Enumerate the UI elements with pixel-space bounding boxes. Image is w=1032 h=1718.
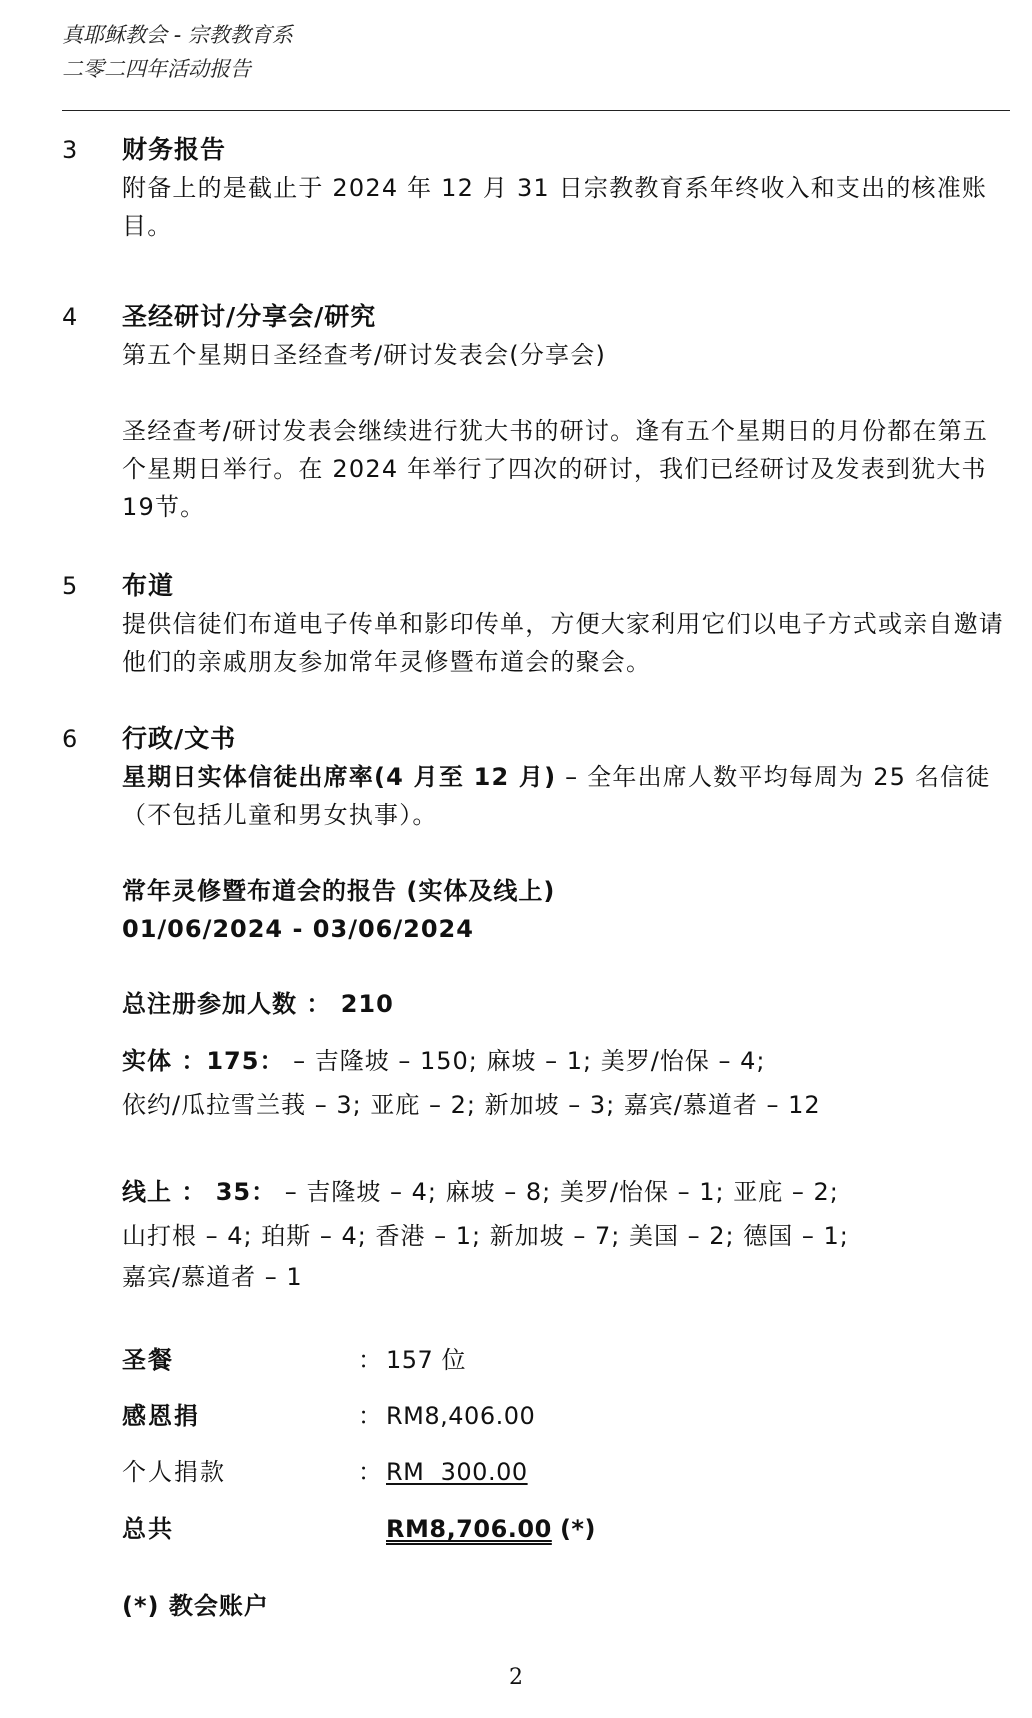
section-title: 圣经研讨/分享会/研究 xyxy=(122,302,377,331)
finance-row-thanksgiving xyxy=(122,1397,822,1435)
finance-value: RM8,406.00 xyxy=(386,1402,536,1430)
header-divider xyxy=(62,110,1010,111)
finance-label: 个人捐款 xyxy=(122,1458,226,1486)
header-report-title: 二零二四年活动报告 xyxy=(62,57,251,81)
attendance-text: – 全年出席人数平均每周为 25 名信徒（不包括儿童和男女执事）。 xyxy=(122,763,991,829)
retreat-total-registered: 总注册参加人数 ： 210 xyxy=(122,990,394,1018)
finance-colon: ： xyxy=(358,1402,382,1430)
section-paragraph: 附备上的是截止于 2024 年 12 月 31 日宗教教育系年终收入和支出的核准账目。 xyxy=(122,174,988,240)
attendance-label: 星期日实体信徒出席率(4 月至 12 月) xyxy=(122,763,557,791)
finance-label: 总共 xyxy=(122,1515,174,1543)
retreat-online-line1 xyxy=(122,1173,839,1211)
section-paragraph: 圣经查考/研讨发表会继续进行犹大书的研讨。逢有五个星期日的月份都在第五个星期日举行。在 2024 年举行了四次的研讨，我们已经研讨及发表到犹大书19节。 xyxy=(122,417,989,521)
footnote: (*) 教会账户 xyxy=(122,1592,269,1620)
finance-total xyxy=(386,1510,596,1548)
section-number: 4 xyxy=(62,303,78,331)
finance-row-communion xyxy=(122,1341,822,1379)
finance-label: 圣餐 xyxy=(122,1346,174,1374)
page-number: 2 xyxy=(509,1665,523,1690)
section-title: 财务报告 xyxy=(122,135,227,164)
finance-colon: ： xyxy=(358,1458,382,1486)
page-header xyxy=(62,18,293,86)
finance-label: 感恩捐 xyxy=(122,1402,200,1430)
section-number: 5 xyxy=(62,572,78,600)
finance-row-personal xyxy=(122,1453,822,1491)
finance-value: 157 位 xyxy=(386,1346,466,1374)
section-paragraph: 提供信徒们布道电子传单和影印传单，方便大家利用它们以电子方式或亲自邀请他们的亲戚朋友参加常年灵修暨布道会的聚会。 xyxy=(122,610,1004,676)
finance-total-note: (*) xyxy=(559,1515,596,1543)
attendance-paragraph xyxy=(122,758,1010,834)
retreat-online-line3: 嘉宾/慕道者 – 1 xyxy=(122,1263,303,1291)
section-title: 布道 xyxy=(122,571,175,600)
online-breakdown-1: – 吉隆坡 – 4; 麻坡 – 8; 美罗/怡保 – 1; 亚庇 – 2; xyxy=(284,1178,839,1206)
finance-colon: ： xyxy=(358,1346,382,1374)
retreat-dates: 01/06/2024 - 03/06/2024 xyxy=(122,915,474,943)
retreat-online-line2: 山打根 – 4; 珀斯 – 4; 香港 – 1; 新加坡 – 7; 美国 – 2; 德国 – 1; xyxy=(122,1222,849,1250)
physical-breakdown-1: – 吉隆坡 – 150; 麻坡 – 1; 美罗/怡保 – 4; xyxy=(293,1047,766,1075)
physical-label: 实体 ：175： xyxy=(122,1047,285,1075)
finance-value: RM 300.00 xyxy=(386,1458,528,1486)
section-number: 6 xyxy=(62,725,78,753)
retreat-title: 常年灵修暨布道会的报告 (实体及线上) xyxy=(122,877,556,905)
section-subtitle: 第五个星期日圣经查考/研讨发表会(分享会) xyxy=(122,341,607,369)
online-label: 线上 ： 35： xyxy=(122,1178,277,1206)
finance-row-total xyxy=(122,1510,822,1548)
header-org: 真耶稣教会 - 宗教教育系 xyxy=(62,23,293,47)
finance-total-value: RM8,706.00 xyxy=(386,1515,552,1543)
retreat-physical-line1 xyxy=(122,1042,765,1080)
section-number: 3 xyxy=(62,136,78,164)
retreat-physical-line2: 依约/瓜拉雪兰莪 – 3; 亚庇 – 2; 新加坡 – 3; 嘉宾/慕道者 – 12 xyxy=(122,1091,821,1119)
section-title: 行政/文书 xyxy=(122,724,237,753)
